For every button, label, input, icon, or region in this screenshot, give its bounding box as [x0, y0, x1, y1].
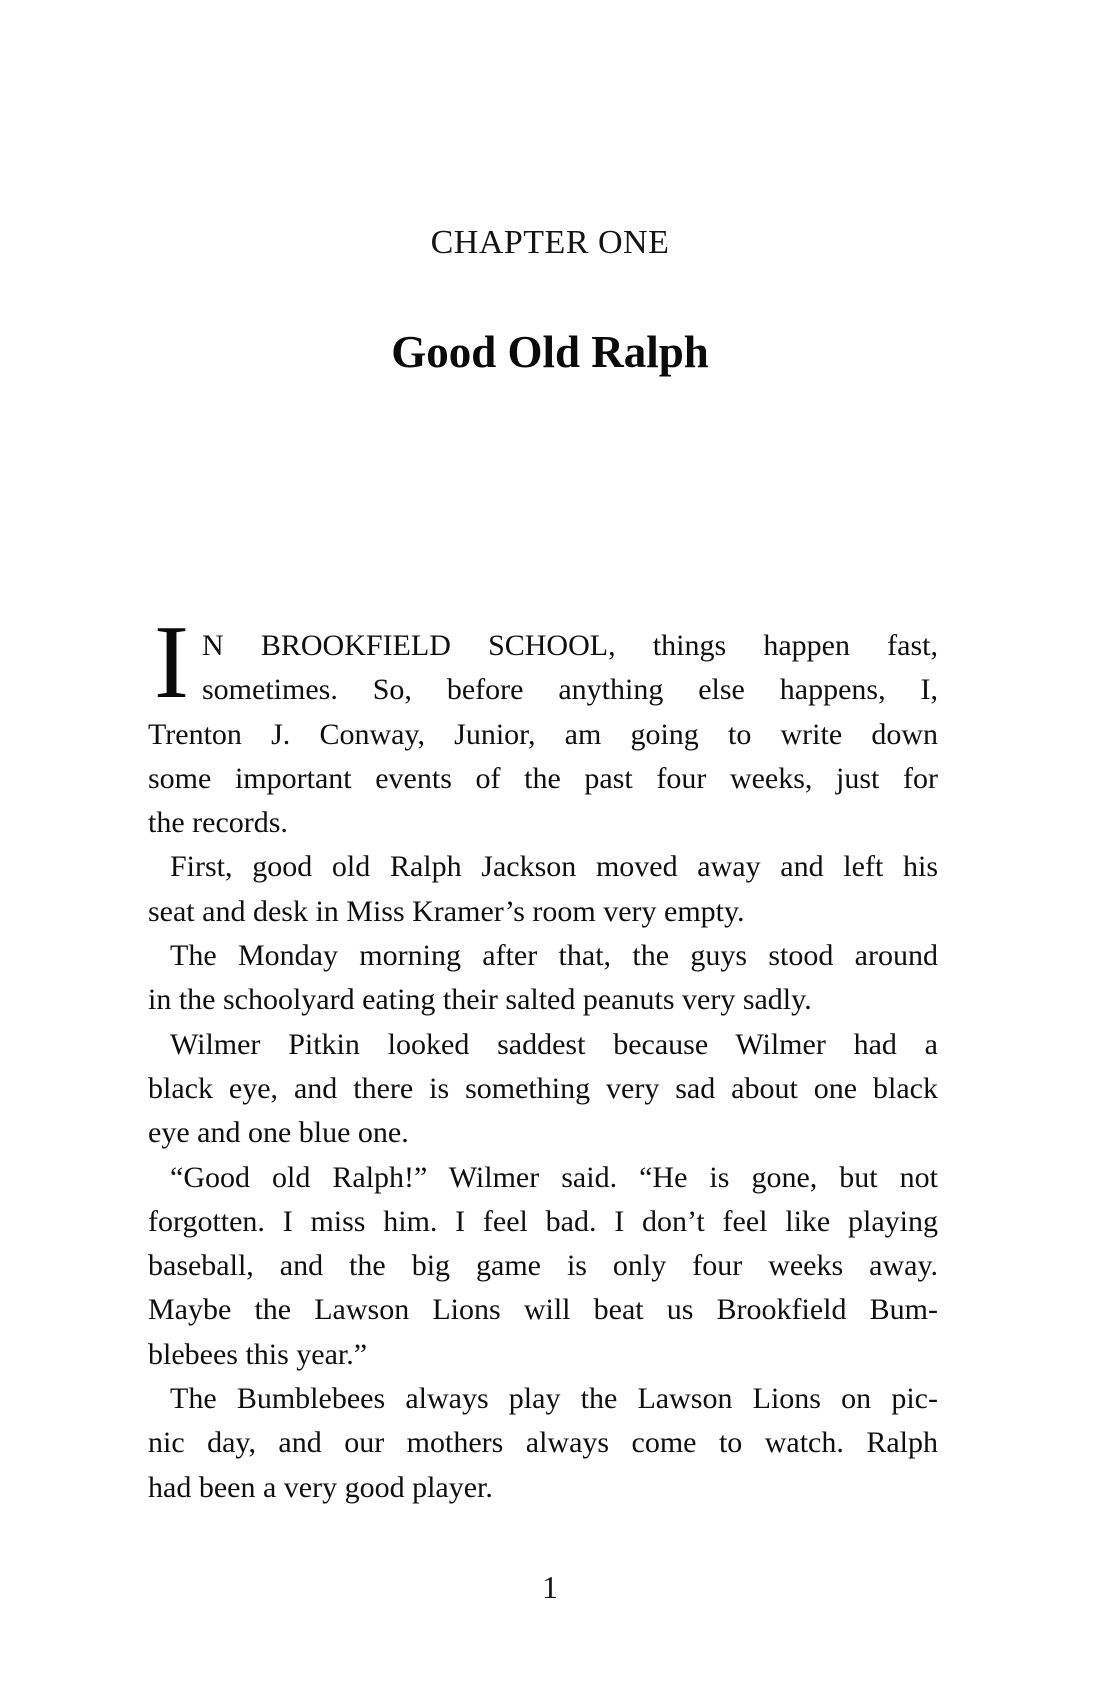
page-number: 1 [542, 1569, 558, 1605]
body-text [148, 603, 938, 1510]
text-line: The Bumblebees always play the Lawson Lions on pic- [170, 1382, 938, 1416]
text-line: the records. [148, 806, 288, 840]
text-line: black eye, and there is something very sad about one black [148, 1071, 938, 1105]
text-line: had been a very good player. [148, 1470, 493, 1504]
text-line: baseball, and the big game is only four weeks away. [148, 1249, 938, 1283]
paragraph [148, 1023, 938, 1156]
drop-cap: I [154, 603, 189, 720]
chapter-title: Good Old Ralph [391, 327, 709, 377]
text-line: eye and one blue one. [148, 1116, 409, 1150]
text-line: blebees this year.” [148, 1337, 368, 1371]
paragraph [148, 934, 938, 1023]
text-line: “Good old Ralph!” Wilmer said. “He is gone, but not [170, 1160, 938, 1194]
paragraph [148, 845, 938, 934]
text-line: nic day, and our mothers always come to watch. Ralph [148, 1426, 938, 1460]
text-line: N BROOKFIELD SCHOOL, things happen fast, [202, 629, 938, 662]
text-line: Wilmer Pitkin looked saddest because Wilmer had a [170, 1027, 938, 1061]
text-line: seat and desk in Miss Kramer’s room very empty. [148, 894, 745, 928]
text-line: in the schoolyard eating their salted peanuts very sadly. [148, 983, 812, 1017]
paragraph [148, 603, 938, 845]
text-line: forgotten. I miss him. I feel bad. I don’t feel like playing [148, 1204, 938, 1238]
text-line: Trenton J. Conway, Junior, am going to write down [148, 717, 938, 751]
text-line: Maybe the Lawson Lions will beat us Brookfield Bum- [148, 1293, 938, 1327]
text-line: sometimes. So, before anything else happens, I, [202, 673, 938, 707]
text-line: The Monday morning after that, the guys stood around [170, 939, 938, 973]
paragraph [148, 1377, 938, 1510]
text-line: some important events of the past four weeks, just for [148, 761, 938, 795]
text-line: First, good old Ralph Jackson moved away and left his [170, 850, 938, 884]
paragraph [148, 1156, 938, 1377]
chapter-heading: CHAPTER ONE [430, 224, 670, 261]
